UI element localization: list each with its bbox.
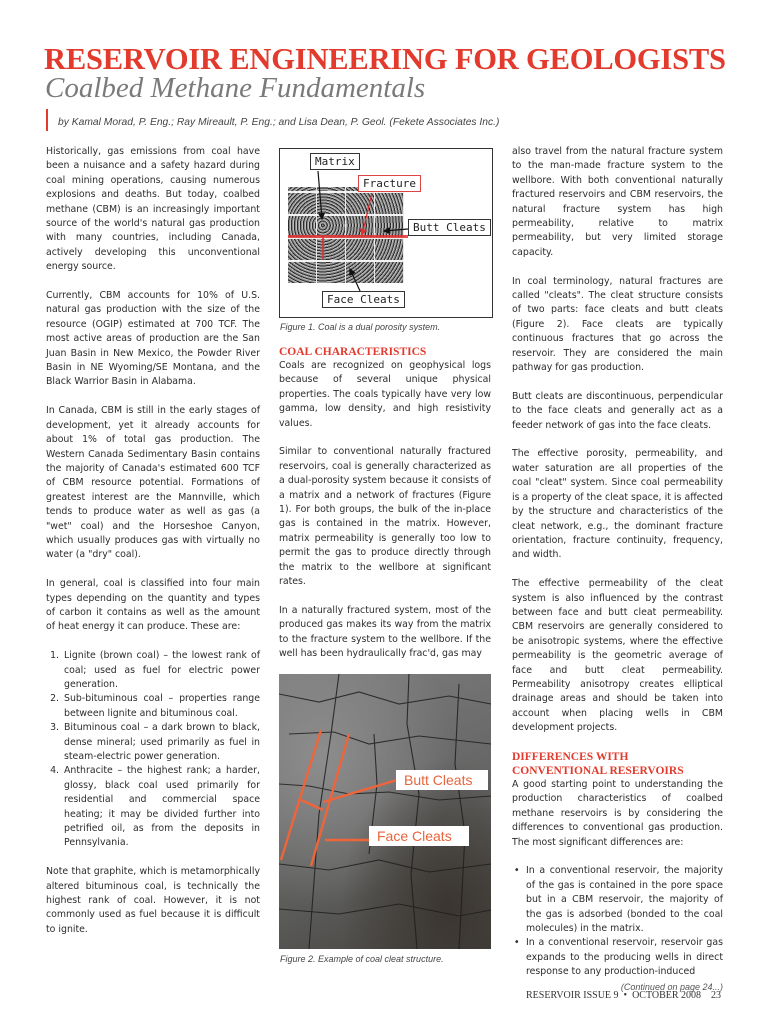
cleat-cracks-icon: [279, 674, 491, 949]
page-number: 23: [711, 990, 721, 1001]
paragraph: Note that graphite, which is metamorphically altered bituminous coal, is technically the highest rank of coal. However, it is not commonly used as fuel because it is difficult to ignite.: [46, 866, 260, 935]
paragraph: Historically, gas emissions from coal have been a nuisance and a safety hazard during coal mining operations, causing numerous explosions and deaths. But today, coalbed methane (CBM) is an increasingly important source of the world's natural gas production with many countries, including Canada, actively developing this unconventional energy source.: [46, 146, 260, 273]
figure-2-photo: [279, 674, 491, 949]
coal-types-list: [46, 649, 260, 851]
paragraph: In Canada, CBM is still in the early stages of development, yet it already accounts for about 1% of total gas production. The Western Canada Sedimentary Basin contains the majority of Canada's estimated 600 TCF of CBM resource potential. Formations of greatest interest are the Mannville, which tends to produce water as well as gas (a "wet" coal) and the Horseshoe Canyon, which usually produces gas with virtually no water (a "dry" coal).: [46, 405, 260, 561]
paragraph: Similar to conventional naturally fractured reservoirs, coal is generally characterized as a dual-porosity system because it consists of a matrix and a network of fractures (Figure 1). For both groups, the bulk of the in-place gas is contained in the matrix. However, matrix permeability is generally too low to permit the gas to produce directly through the matrix to the wellbore at significant rates.: [279, 446, 491, 588]
paragraph: In coal terminology, natural fractures are called "cleats". The cleat structure consists of two parts: face cleats and butt cleats (Figure 2). Face cleats are typically continuous fractures that go across the reservoir. They are considered the main pathway for gas production.: [512, 275, 723, 374]
list-item: • In a conventional reservoir, reservoir gas expands to the producing wells in direct response to any production-induced: [526, 936, 723, 979]
article-title: RESERVOIR ENGINEERING FOR GEOLOGISTS: [44, 42, 726, 76]
figure-1-caption: Figure 1. Coal is a dual porosity system.: [280, 322, 441, 332]
paragraph: The effective porosity, permeability, and water saturation are all properties of the coal "cleat" system. Since coal permeability is a property of the cleat space, it is affected by the structure and characteristics of the cleat network, e.g., the dominant fracture orientation, fracture continuity, frequency, and width.: [512, 448, 723, 561]
label-butt-cleats: Butt Cleats: [408, 219, 491, 236]
figure-1-diagram: [279, 148, 493, 318]
paragraph: Currently, CBM accounts for 10% of U.S. natural gas production with the size of the resource (OGIP) estimated at 700 TCF. The most active areas of production are the San Juan Basin in New Mexico, the Powder River Basin in NE Wyoming/SE Montana, and the Black Warrior Basin in Alabama.: [46, 290, 260, 388]
issue-date: OCTOBER 2008: [632, 990, 702, 1001]
column-2: [279, 345, 491, 676]
paragraph: In general, coal is classified into four main types depending on the quantity and types of carbon it contains as well as the amount of heat energy it can produce. These are:: [46, 578, 260, 633]
article-subtitle: Coalbed Methane Fundamentals: [45, 72, 426, 104]
label-face-cleats: Face Cleats: [369, 826, 469, 846]
figure-2-caption: Figure 2. Example of coal cleat structure.: [280, 954, 444, 964]
label-face-cleats: Face Cleats: [322, 291, 405, 308]
paragraph: A good starting point to understanding the production characteristics of coalbed methane reservoirs is by considering the differences to conventional gas production. The most significant differences are:: [512, 778, 723, 848]
section-heading-coal-characteristics: COAL CHARACTERISTICS: [279, 346, 427, 358]
column-1: [46, 145, 260, 952]
paragraph: Coals are recognized on geophysical logs because of several unique physical properties. The coals typically have very low gamma, low density, and high resistivity values.: [279, 360, 491, 429]
heading-line: CONVENTIONAL RESERVOIRS: [512, 764, 684, 777]
section-heading-differences: [512, 750, 723, 778]
heading-line: DIFFERENCES WITH: [512, 750, 629, 763]
label-matrix: Matrix: [310, 153, 360, 170]
list-item: 4. Anthracite – the highest rank; a harder, glossy, black coal used primarily for residential and commercial space heating; it may be divided further into petrified oil, as from the deposits in Pennsylvania.: [62, 764, 260, 850]
paragraph: also travel from the natural fracture system to the man-made fracture system to the wellbore. With both conventional naturally fractured reservoirs and CBM reservoirs, the natural fracture system has high permeability, relative to matrix permeability, but very limited storage capacity.: [512, 146, 723, 258]
page-footer: [526, 990, 701, 1001]
paragraph: The effective permeability of the cleat system is also influenced by the contrast between face and butt cleat permeability. CBM reservoirs are generally considered to be anisotropic systems, where the effective permeability is the geometric average of face and butt cleat permeability. Permeability anisotropy creates elliptical drainage areas and should be taken into account when placing wells in CBM development projects.: [512, 578, 723, 734]
continued-link[interactable]: (Continued on page 24...): [620, 981, 723, 992]
list-item: • In a conventional reservoir, the majority of the gas is contained in the pore space but in a CBM reservoir, the majority of the gas is adsorbed (bonded to the coal molecules) in the matrix.: [526, 864, 723, 936]
differences-list: [512, 864, 723, 979]
list-item: 2. Sub-bituminous coal – properties range between lignite and bituminous coal.: [62, 692, 260, 721]
list-item: 3. Bituminous coal – a dark brown to black, dense mineral; used primarily as fuel in steam-electric power generation.: [62, 721, 260, 764]
list-item: 1. Lignite (brown coal) – the lowest rank of coal; used as fuel for electric power generation.: [62, 649, 260, 692]
paragraph: Butt cleats are discontinuous, perpendicular to the face cleats and generally act as a feeder network of gas into the face cleats.: [512, 390, 723, 431]
label-fracture: Fracture: [358, 175, 421, 192]
label-butt-cleats: Butt Cleats: [396, 770, 488, 790]
publication-name: RESERVOIR ISSUE 9: [526, 990, 619, 1001]
byline-accent-bar: [46, 109, 48, 131]
paragraph: In a naturally fractured system, most of the produced gas makes its way from the matrix to the fracture system to the wellbore. If the well has been hydraulically frac'd, gas may: [279, 604, 491, 660]
byline: by Kamal Morad, P. Eng.; Ray Mireault, P. Eng.; and Lisa Dean, P. Geol. (Fekete Associates Inc.): [58, 117, 500, 128]
column-3: [512, 145, 723, 994]
separator: •: [623, 990, 628, 1001]
